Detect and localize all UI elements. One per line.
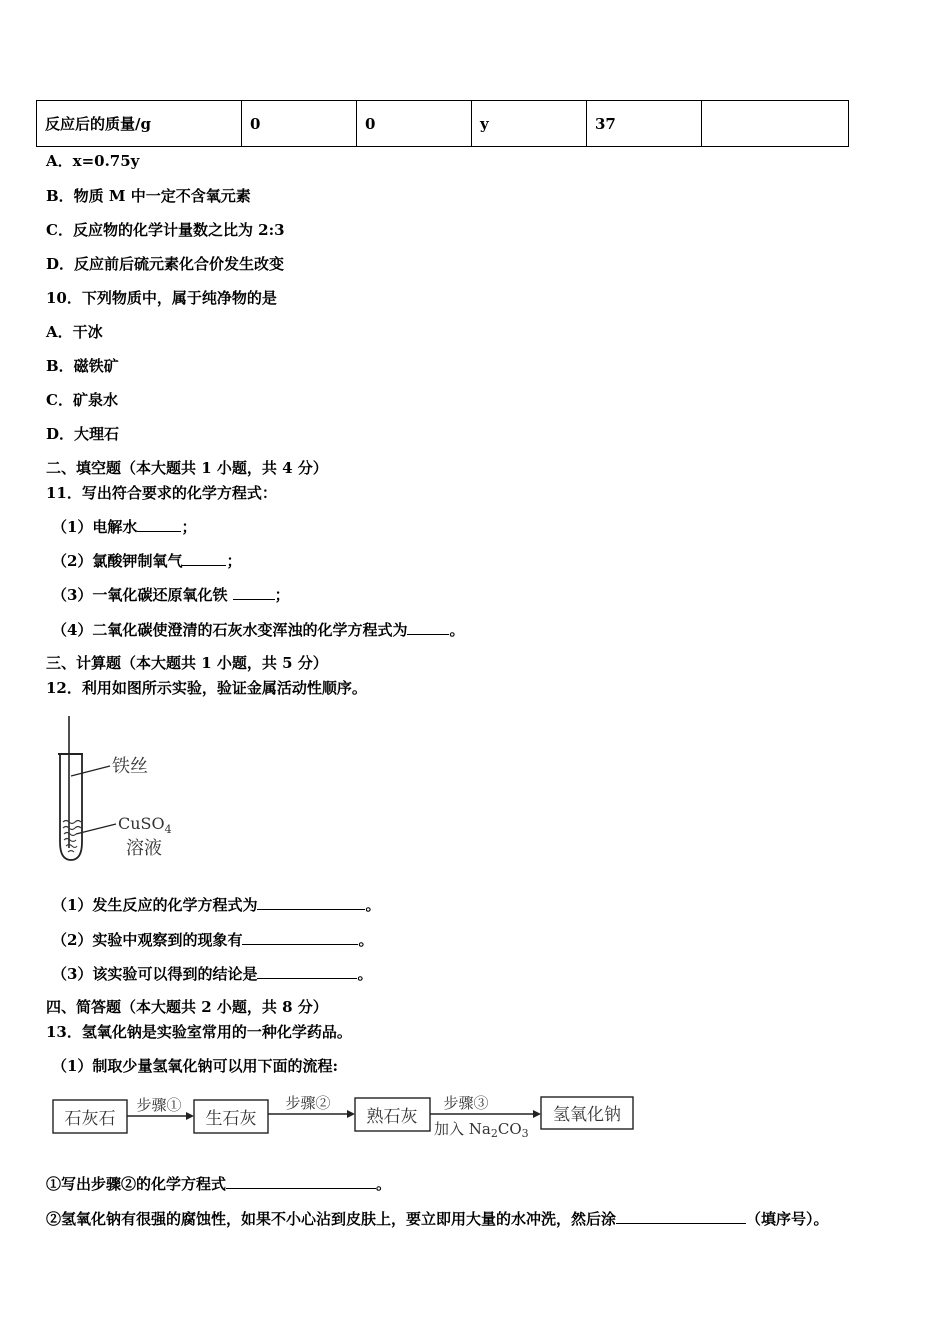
q11-item-3: （3）一氧化碳还原氧化铁 ；: [52, 586, 290, 604]
table-cell: [702, 101, 849, 147]
table-cell: y: [472, 101, 587, 147]
flow-box-label: 石灰石: [64, 1109, 116, 1129]
flow-step-label: 步骤②: [285, 1094, 331, 1112]
answer-blank[interactable]: [233, 585, 275, 600]
flow-box-label: 熟石灰: [366, 1107, 418, 1127]
answer-blank[interactable]: [616, 1209, 746, 1224]
solution-formula: CuSO$_4$: [118, 814, 172, 836]
answer-blank[interactable]: [242, 930, 358, 945]
flow-step-label: 步骤①: [136, 1096, 182, 1114]
q9-option-b: B．物质 M 中一定不含氧元素: [46, 187, 251, 205]
answer-blank[interactable]: [137, 517, 181, 532]
wire-leader-line: [71, 766, 110, 776]
q10-option-d: D．大理石: [46, 425, 120, 443]
table-cell: 0: [242, 101, 357, 147]
process-flow-diagram: [48, 1090, 648, 1140]
q11-stem: 11．写出符合要求的化学方程式：: [46, 484, 277, 502]
test-tube: [60, 754, 82, 860]
answer-blank[interactable]: [226, 1174, 376, 1189]
table-row: [37, 101, 849, 147]
section2-heading: 二、填空题（本大题共 1 小题，共 4 分）: [46, 459, 328, 477]
section4-heading: 四、简答题（本大题共 2 小题，共 8 分）: [46, 998, 328, 1016]
q10-option-a: A．干冰: [46, 323, 103, 341]
q10-option-b: B．磁铁矿: [46, 357, 119, 375]
flow-box-label: 氢氧化钠: [553, 1105, 621, 1125]
q10-option-c: C．矿泉水: [46, 391, 118, 409]
table-cell: 37: [587, 101, 702, 147]
wire-label: 铁丝: [112, 756, 148, 777]
answer-blank[interactable]: [407, 620, 449, 635]
test-tube-figure: [40, 712, 200, 872]
flow-box-label: 生石灰: [205, 1109, 257, 1129]
q11-item-2: （2）氯酸钾制氧气 ；: [52, 552, 242, 570]
flow-step-label: 步骤③: [443, 1094, 489, 1112]
table-cell: 0: [357, 101, 472, 147]
answer-blank[interactable]: [257, 895, 365, 910]
q13-item-a: ①写出步骤②的化学方程式 。: [46, 1175, 392, 1193]
q9-option-d: D．反应前后硫元素化合价发生改变: [46, 255, 285, 273]
answer-blank[interactable]: [257, 964, 357, 979]
table-row-label: 反应后的质量/g: [37, 101, 242, 147]
q12-item-2: （2）实验中观察到的现象有 。: [52, 931, 374, 949]
q11-item-1: （1）电解水 ；: [52, 518, 197, 536]
q11-item-4: （4）二氧化碳使澄清的石灰水变浑浊的化学方程式为 。: [52, 621, 465, 639]
solution-label: 溶液: [126, 838, 162, 859]
q12-item-3: （3）该实验可以得到的结论是 。: [52, 965, 373, 983]
q13-item-b: ②氢氧化钠有很强的腐蚀性，如果不小心沾到皮肤上，要立即用大量的水冲洗，然后涂 （填序号）。: [46, 1210, 829, 1228]
flow-step3-note: 加入 $Na_2CO_3$: [434, 1120, 529, 1140]
q9-option-a: A．x=0.75y: [46, 152, 140, 170]
q12-item-1: （1）发生反应的化学方程式为 。: [52, 896, 381, 914]
q12-stem: 12．利用如图所示实验，验证金属活动性顺序。: [46, 679, 367, 697]
answer-blank[interactable]: [182, 551, 226, 566]
q13-stem: 13．氢氧化钠是实验室常用的一种化学药品。: [46, 1023, 352, 1041]
section3-heading: 三、计算题（本大题共 1 小题，共 5 分）: [46, 654, 328, 672]
q13-sub1: （1）制取少量氢氧化钠可以用下面的流程:: [52, 1057, 338, 1075]
q9-option-c: C．反应物的化学计量数之比为 2:3: [46, 221, 285, 239]
q10-stem: 10．下列物质中，属于纯净物的是: [46, 289, 277, 307]
mass-table: [36, 100, 849, 147]
